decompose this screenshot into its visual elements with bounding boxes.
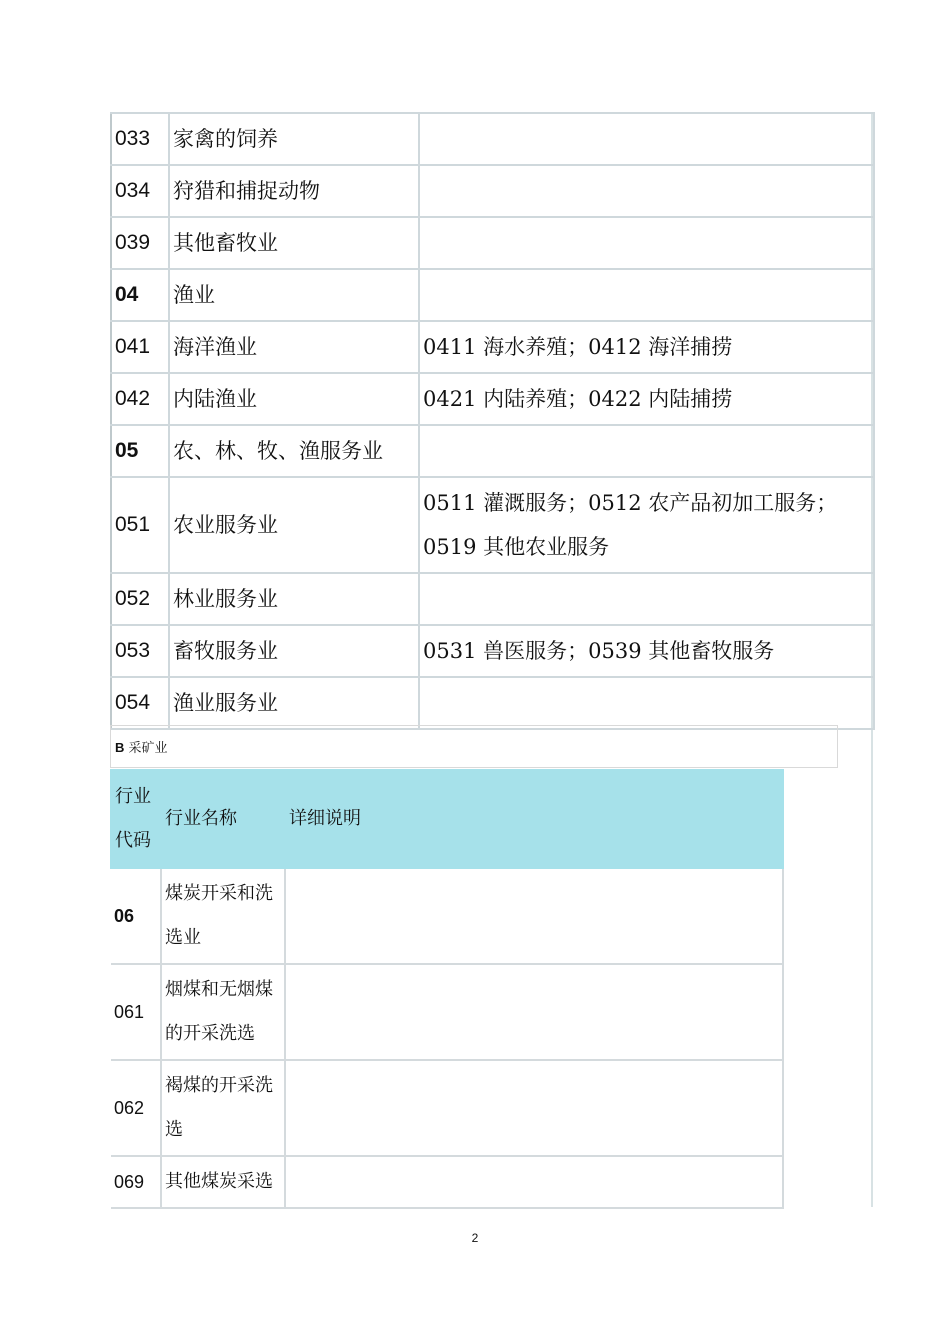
detail-line: 0411 海水养殖；0412 海洋捕捞 (423, 335, 733, 359)
industry-detail (419, 113, 874, 165)
industry-code: 062 (111, 1060, 161, 1156)
industry-code: 069 (111, 1156, 161, 1208)
industry-name (161, 964, 285, 1060)
industry-code: 05 (111, 425, 169, 477)
header-code-line: 代码 (115, 830, 151, 851)
industry-code: 033 (111, 113, 169, 165)
page-number: 2 (471, 1231, 479, 1245)
industry-detail (285, 868, 783, 964)
industry-table-b (110, 769, 784, 1209)
table-row (111, 373, 874, 425)
industry-code: 053 (111, 625, 169, 677)
industry-detail (419, 477, 874, 573)
industry-table-a (110, 112, 875, 730)
header-code (111, 770, 161, 868)
table-row (111, 165, 874, 217)
table-row (111, 1060, 783, 1156)
name-line: 选业 (165, 927, 201, 948)
header-detail: 详细说明 (285, 770, 783, 868)
industry-name: 海洋渔业 (169, 321, 419, 373)
header-name: 行业名称 (161, 770, 285, 868)
detail-line: 0531 兽医服务；0539 其他畜牧服务 (423, 639, 775, 663)
table-row (111, 625, 874, 677)
table-row (111, 477, 874, 573)
industry-code: 04 (111, 269, 169, 321)
industry-detail (419, 425, 874, 477)
table-row (111, 964, 783, 1060)
industry-code: 052 (111, 573, 169, 625)
industry-name: 农、林、牧、渔服务业 (169, 425, 419, 477)
detail-line: 0421 内陆养殖；0422 内陆捕捞 (423, 387, 733, 411)
industry-detail (285, 1156, 783, 1208)
industry-code: 034 (111, 165, 169, 217)
industry-name: 渔业 (169, 269, 419, 321)
table-row (111, 573, 874, 625)
industry-detail (285, 964, 783, 1060)
detail-line: 0519 其他农业服务 (423, 535, 610, 559)
industry-detail (419, 373, 874, 425)
detail-line: 0511 灌溉服务；0512 农产品初加工服务； (423, 491, 838, 515)
section-letter: B (115, 740, 125, 755)
industry-name: 林业服务业 (169, 573, 419, 625)
industry-detail (419, 269, 874, 321)
name-line: 选 (165, 1119, 183, 1140)
industry-name: 农业服务业 (169, 477, 419, 573)
header-code-line: 行业 (115, 786, 151, 807)
industry-name: 其他畜牧业 (169, 217, 419, 269)
industry-code: 041 (111, 321, 169, 373)
section-title: 采矿业 (128, 741, 168, 756)
industry-name (161, 1060, 285, 1156)
table-header-row (111, 770, 783, 868)
table-row (111, 269, 874, 321)
industry-detail (419, 573, 874, 625)
industry-name (161, 868, 285, 964)
table-row (111, 425, 874, 477)
industry-name: 家禽的饲养 (169, 113, 419, 165)
industry-detail (285, 1060, 783, 1156)
industry-name (161, 1156, 285, 1208)
table-row (111, 677, 874, 729)
name-line: 的开采洗选 (165, 1023, 255, 1044)
industry-detail (419, 165, 874, 217)
table-row (111, 113, 874, 165)
industry-code: 042 (111, 373, 169, 425)
name-line: 褐煤的开采洗 (165, 1075, 273, 1096)
industry-detail (419, 677, 874, 729)
industry-code: 061 (111, 964, 161, 1060)
industry-name: 内陆渔业 (169, 373, 419, 425)
table-row (111, 217, 874, 269)
industry-detail (419, 321, 874, 373)
industry-code: 039 (111, 217, 169, 269)
industry-detail (419, 625, 874, 677)
industry-name: 畜牧服务业 (169, 625, 419, 677)
name-line: 煤炭开采和洗 (165, 883, 273, 904)
industry-detail (419, 217, 874, 269)
name-line: 烟煤和无烟煤 (165, 979, 273, 1000)
industry-code: 06 (111, 868, 161, 964)
table-row (111, 1156, 783, 1208)
name-line: 其他煤炭采选 (165, 1171, 273, 1192)
industry-code: 054 (111, 677, 169, 729)
table-row (111, 868, 783, 964)
industry-code: 051 (111, 477, 169, 573)
section-heading-b (110, 725, 838, 768)
industry-name: 渔业服务业 (169, 677, 419, 729)
table-row (111, 321, 874, 373)
industry-name: 狩猎和捕捉动物 (169, 165, 419, 217)
